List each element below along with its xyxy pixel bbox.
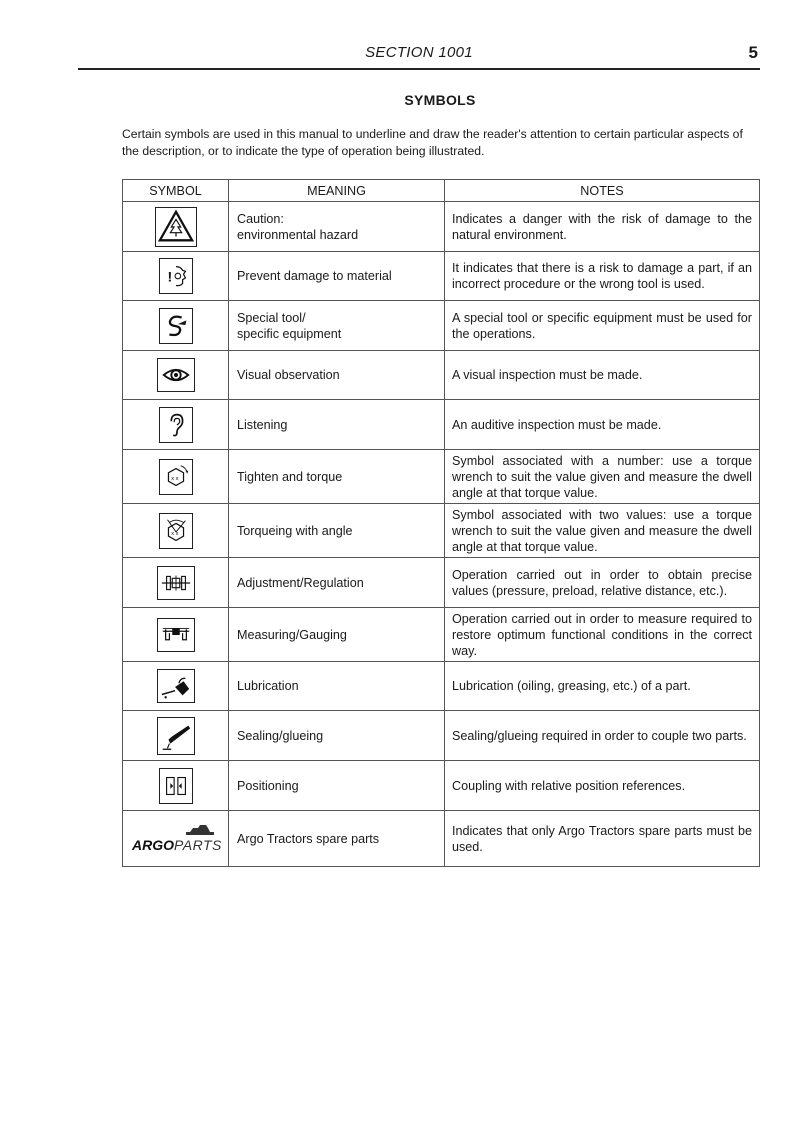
- adjustment-icon: [157, 566, 195, 600]
- svg-text:x x: x x: [170, 530, 178, 537]
- meaning-cell: [229, 662, 445, 711]
- notes-cell: Coupling with relative position references.: [445, 761, 760, 811]
- meaning-cell: [229, 351, 445, 400]
- table-row: [123, 711, 760, 761]
- meaning-text: Lubrication: [237, 679, 299, 693]
- meaning-cell: [229, 504, 445, 558]
- meaning-text: Prevent damage to material: [237, 269, 392, 283]
- logo-text-bold: ARGO: [131, 836, 174, 853]
- meaning-text: Visual observation: [237, 368, 340, 382]
- torque-icon: [159, 459, 193, 495]
- table-row: [123, 301, 760, 351]
- meaning-cell: [229, 761, 445, 811]
- symbol-cell: [123, 504, 229, 558]
- symbol-cell: [123, 711, 229, 761]
- positioning-icon: [159, 768, 193, 804]
- header-symbol: SYMBOL: [123, 180, 229, 202]
- meaning-text: Positioning: [237, 778, 299, 793]
- meaning-cell: [229, 301, 445, 351]
- header-meaning: MEANING: [229, 180, 445, 202]
- meaning-text: specific equipment: [237, 326, 342, 341]
- page-header: [78, 40, 760, 70]
- meaning-text: Caution:: [237, 211, 284, 226]
- symbol-cell: [123, 811, 229, 867]
- notes-cell: An auditive inspection must be made.: [445, 400, 760, 450]
- notes-cell: Indicates a danger with the risk of damage to the natural environment.: [445, 202, 760, 252]
- symbol-cell: [123, 558, 229, 608]
- notes-cell: It indicates that there is a risk to damage a part, if an incorrect procedure or the wrong tool is used.: [445, 252, 760, 301]
- table-row: [123, 811, 760, 867]
- eye-icon: [157, 358, 195, 392]
- torque-angle-icon: [159, 513, 193, 549]
- meaning-cell: [229, 711, 445, 761]
- meaning-cell: [229, 608, 445, 662]
- symbol-cell: [123, 252, 229, 301]
- notes-cell: Sealing/glueing required in order to couple two parts.: [445, 711, 760, 761]
- table-row: [123, 662, 760, 711]
- meaning-text: Sealing/glueing: [237, 728, 324, 743]
- symbol-cell: [123, 301, 229, 351]
- meaning-text: environmental hazard: [237, 227, 359, 242]
- special-tool-icon: [159, 308, 193, 344]
- table-row: [123, 400, 760, 450]
- notes-cell: A special tool or specific equipment must be used for the operations.: [445, 301, 760, 351]
- logo-text-light: PARTS: [173, 836, 222, 853]
- symbol-cell: [123, 351, 229, 400]
- header-notes: NOTES: [445, 180, 760, 202]
- meaning-cell: [229, 252, 445, 301]
- oil-can-icon: [157, 669, 195, 703]
- page-title: SYMBOLS: [404, 92, 476, 108]
- meaning-text: Adjustment/Regulation: [237, 575, 364, 590]
- meaning-text: Special tool/: [237, 310, 306, 325]
- notes-cell: Symbol associated with a number: use a torque wrench to suit the value given and measure the dwell angle at that torque value.: [445, 450, 760, 504]
- intro-paragraph: Certain symbols are used in this manual to underline and draw the reader's attention to certain particular aspects of the description, or to indicate the type of operation being illustrated.: [122, 127, 743, 158]
- notes-cell: Indicates that only Argo Tractors spare parts must be used.: [445, 811, 760, 867]
- meaning-text: Tighten and torque: [237, 469, 343, 484]
- meaning-cell: [229, 400, 445, 450]
- page-number: 5: [748, 43, 758, 62]
- notes-cell: Operation carried out in order to obtain precise values (pressure, preload, relative distance, etc.).: [445, 558, 760, 608]
- notes-cell: Lubrication (oiling, greasing, etc.) of a part.: [445, 662, 760, 711]
- table-row: [123, 252, 760, 301]
- notes-cell: Operation carried out in order to measure required to restore optimum functional conditions in the correct way.: [445, 608, 760, 662]
- svg-text:x x: x x: [170, 475, 178, 482]
- table-row: [123, 608, 760, 662]
- symbol-cell: [123, 400, 229, 450]
- table-row: [123, 450, 760, 504]
- svg-text:!: !: [167, 268, 172, 285]
- meaning-cell: [229, 450, 445, 504]
- notes-cell: Symbol associated with two values: use a torque wrench to suit the value given and measure the dwell angle at that torque value.: [445, 504, 760, 558]
- symbol-cell: [123, 761, 229, 811]
- meaning-cell: [229, 811, 445, 867]
- argoparts-logo: [130, 822, 222, 856]
- symbol-cell: [123, 608, 229, 662]
- sealant-gun-icon: [157, 717, 195, 755]
- symbol-cell: [123, 450, 229, 504]
- notes-cell: A visual inspection must be made.: [445, 351, 760, 400]
- table-row: [123, 351, 760, 400]
- symbol-cell: [123, 662, 229, 711]
- meaning-cell: [229, 202, 445, 252]
- table-row: [123, 202, 760, 252]
- symbol-cell: [123, 202, 229, 252]
- meaning-text: Listening: [237, 417, 288, 432]
- section-title: SECTION 1001: [365, 44, 473, 61]
- meaning-text: Measuring/Gauging: [237, 627, 347, 642]
- meaning-text: Argo Tractors spare parts: [237, 831, 380, 846]
- damage-material-icon: [159, 258, 193, 294]
- table-row: [123, 558, 760, 608]
- table-row: [123, 504, 760, 558]
- caliper-icon: [157, 618, 195, 652]
- meaning-cell: [229, 558, 445, 608]
- meaning-text: Torqueing with angle: [237, 523, 353, 538]
- ear-icon: [159, 407, 193, 443]
- table-row: [123, 761, 760, 811]
- symbols-table: [122, 179, 760, 867]
- table-header-row: [123, 180, 760, 202]
- environmental-hazard-icon: [155, 207, 197, 247]
